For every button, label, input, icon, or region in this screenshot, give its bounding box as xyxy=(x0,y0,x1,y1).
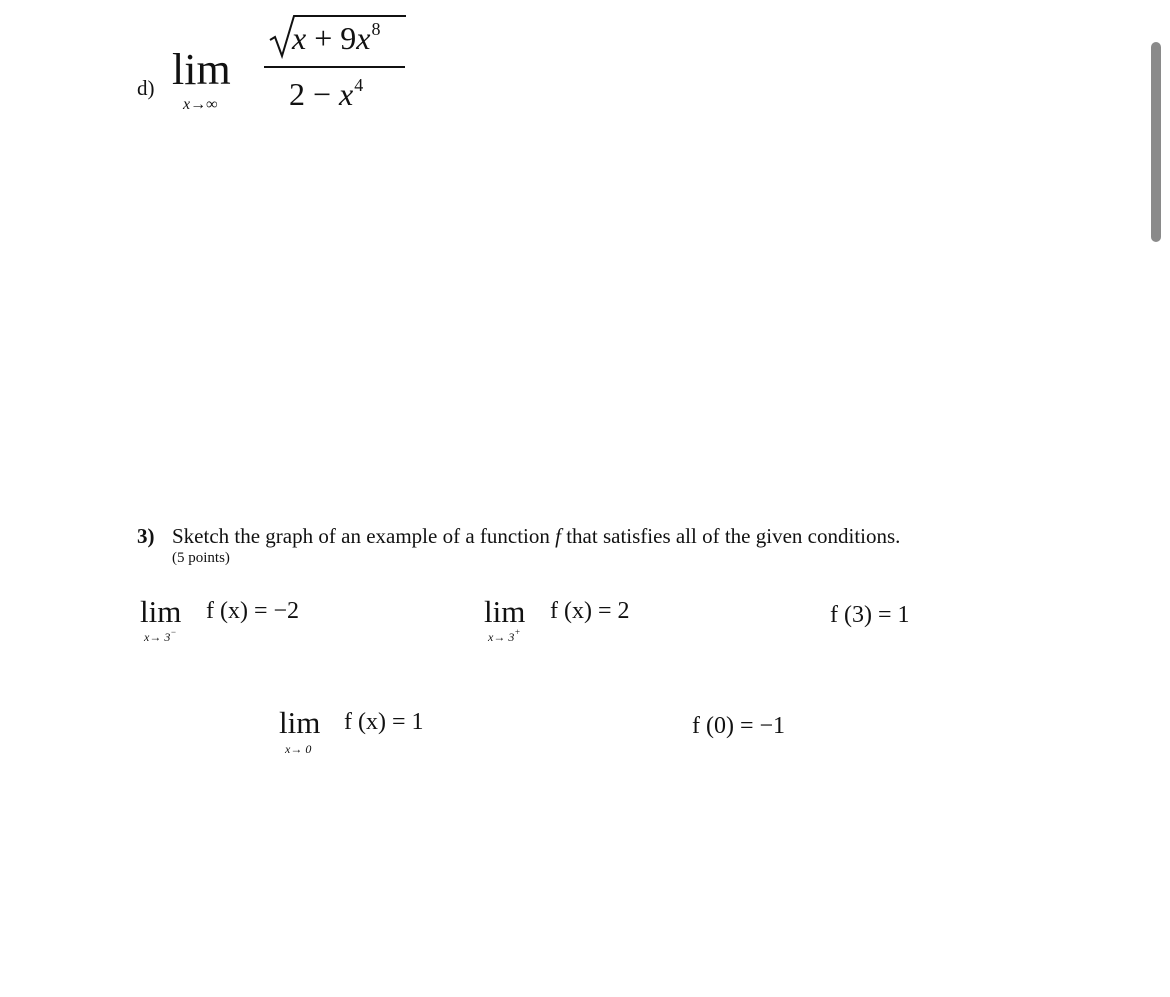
condition-2-sub-var: x→ 3 xyxy=(488,630,515,644)
condition-1-sub-sup: − xyxy=(170,627,177,637)
limit-subscript: x→∞ xyxy=(183,96,218,113)
condition-2-expression: f (x) = 2 xyxy=(550,598,630,624)
problem-text xyxy=(172,524,900,549)
condition-2-sub-sup: + xyxy=(514,627,521,637)
condition-1-lim: lim xyxy=(140,594,182,629)
problem-text-before: Sketch the graph of an example of a function xyxy=(172,524,556,548)
problem-points: (5 points) xyxy=(172,550,230,566)
problem-function-name: f xyxy=(555,524,561,548)
condition-1-sub-var: x→ 3 xyxy=(144,630,171,644)
condition-4-expression: f (x) = 1 xyxy=(344,709,424,735)
condition-4-subscript xyxy=(285,742,311,757)
condition-2-lim: lim xyxy=(484,594,526,629)
numerator-variable-2: x xyxy=(356,20,371,56)
condition-1-expression: f (x) = −2 xyxy=(206,598,300,624)
problem-number: 3) xyxy=(137,524,155,548)
denominator-exponent: 4 xyxy=(354,75,364,95)
denominator-variable: x xyxy=(339,76,354,112)
fraction-denominator xyxy=(289,76,363,113)
condition-1-subscript xyxy=(144,627,177,645)
vertical-scrollbar[interactable] xyxy=(1151,42,1161,242)
condition-5-expression: f (0) = −1 xyxy=(692,713,786,739)
condition-3-expression: f (3) = 1 xyxy=(830,602,910,628)
part-d-label: d) xyxy=(137,76,155,100)
denominator-base: 2 − xyxy=(289,76,340,112)
fraction-numerator xyxy=(292,20,380,57)
numerator-variable: x xyxy=(292,20,307,56)
numerator-plus-term: + 9 xyxy=(306,20,357,56)
condition-2-subscript xyxy=(488,627,521,645)
condition-4-sub-var: x→ 0 xyxy=(285,742,312,756)
problem-text-after: that satisfies all of the given conditions. xyxy=(560,524,901,548)
fraction-bar xyxy=(264,66,405,68)
condition-4-lim: lim xyxy=(279,705,321,740)
numerator-exponent: 8 xyxy=(371,19,381,39)
limit-operator: lim xyxy=(172,45,231,94)
